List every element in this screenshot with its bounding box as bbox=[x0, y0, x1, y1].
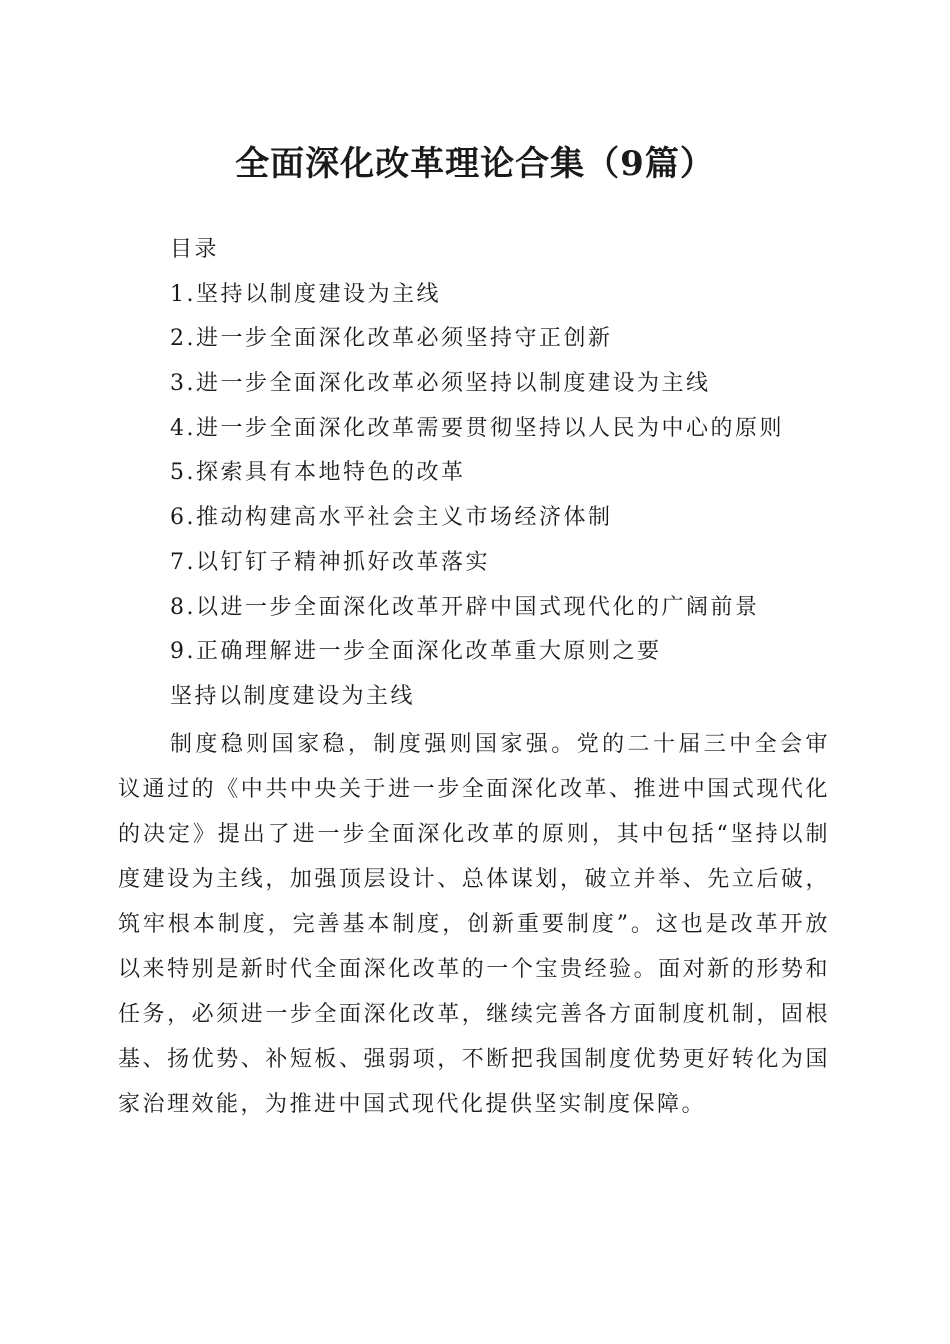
toc-heading: 目录 bbox=[170, 237, 220, 262]
toc-item: 7.以钉钉子精神抓好改革落实 bbox=[170, 549, 490, 575]
toc-item: 3.进一步全面深化改革必须坚持以制度建设为主线 bbox=[170, 371, 711, 397]
toc-item: 6.推动构建高水平社会主义市场经济体制 bbox=[170, 505, 613, 531]
section-heading: 坚持以制度建设为主线 bbox=[170, 683, 416, 709]
table-of-contents bbox=[170, 228, 870, 720]
toc-item: 2.进一步全面深化改革必须坚持守正创新 bbox=[170, 326, 613, 352]
toc-item: 8.以进一步全面深化改革开辟中国式现代化的广阔前景 bbox=[170, 594, 760, 620]
toc-item: 9.正确理解进一步全面深化改革重大原则之要 bbox=[170, 639, 662, 665]
toc-item: 4.进一步全面深化改革需要贯彻坚持以人民为中心的原则 bbox=[170, 415, 784, 441]
toc-item: 1.坚持以制度建设为主线 bbox=[170, 281, 441, 307]
toc-item: 5.探索具有本地特色的改革 bbox=[170, 460, 466, 486]
document-title: 全面深化改革理论合集（9篇） bbox=[235, 144, 715, 184]
body-paragraph: 制度稳则国家稳，制度强则国家强。党的二十届三中全会审议通过的《中共中央关于进一步全面深化改革、推进中国式现代化的决定》提出了进一步全面深化改革的原则，其中包括“坚持以制度建设为主线，加强顶层设计、总体谋划，破立并举、先立后破，筑牢根本制度，完善基本制度，创新重要制度”。这也是改革开放以来特别是新时代全面深化改革的一个宝贵经验。面对新的形势和任务，必须进一步全面深化改革，继续完善各方面制度机制，固根基、扬优势、补短板、强弱项，不断把我国制度优势更好转化为国家治理效能，为推进中国式现代化提供坚实制度保障。 bbox=[118, 732, 830, 1117]
